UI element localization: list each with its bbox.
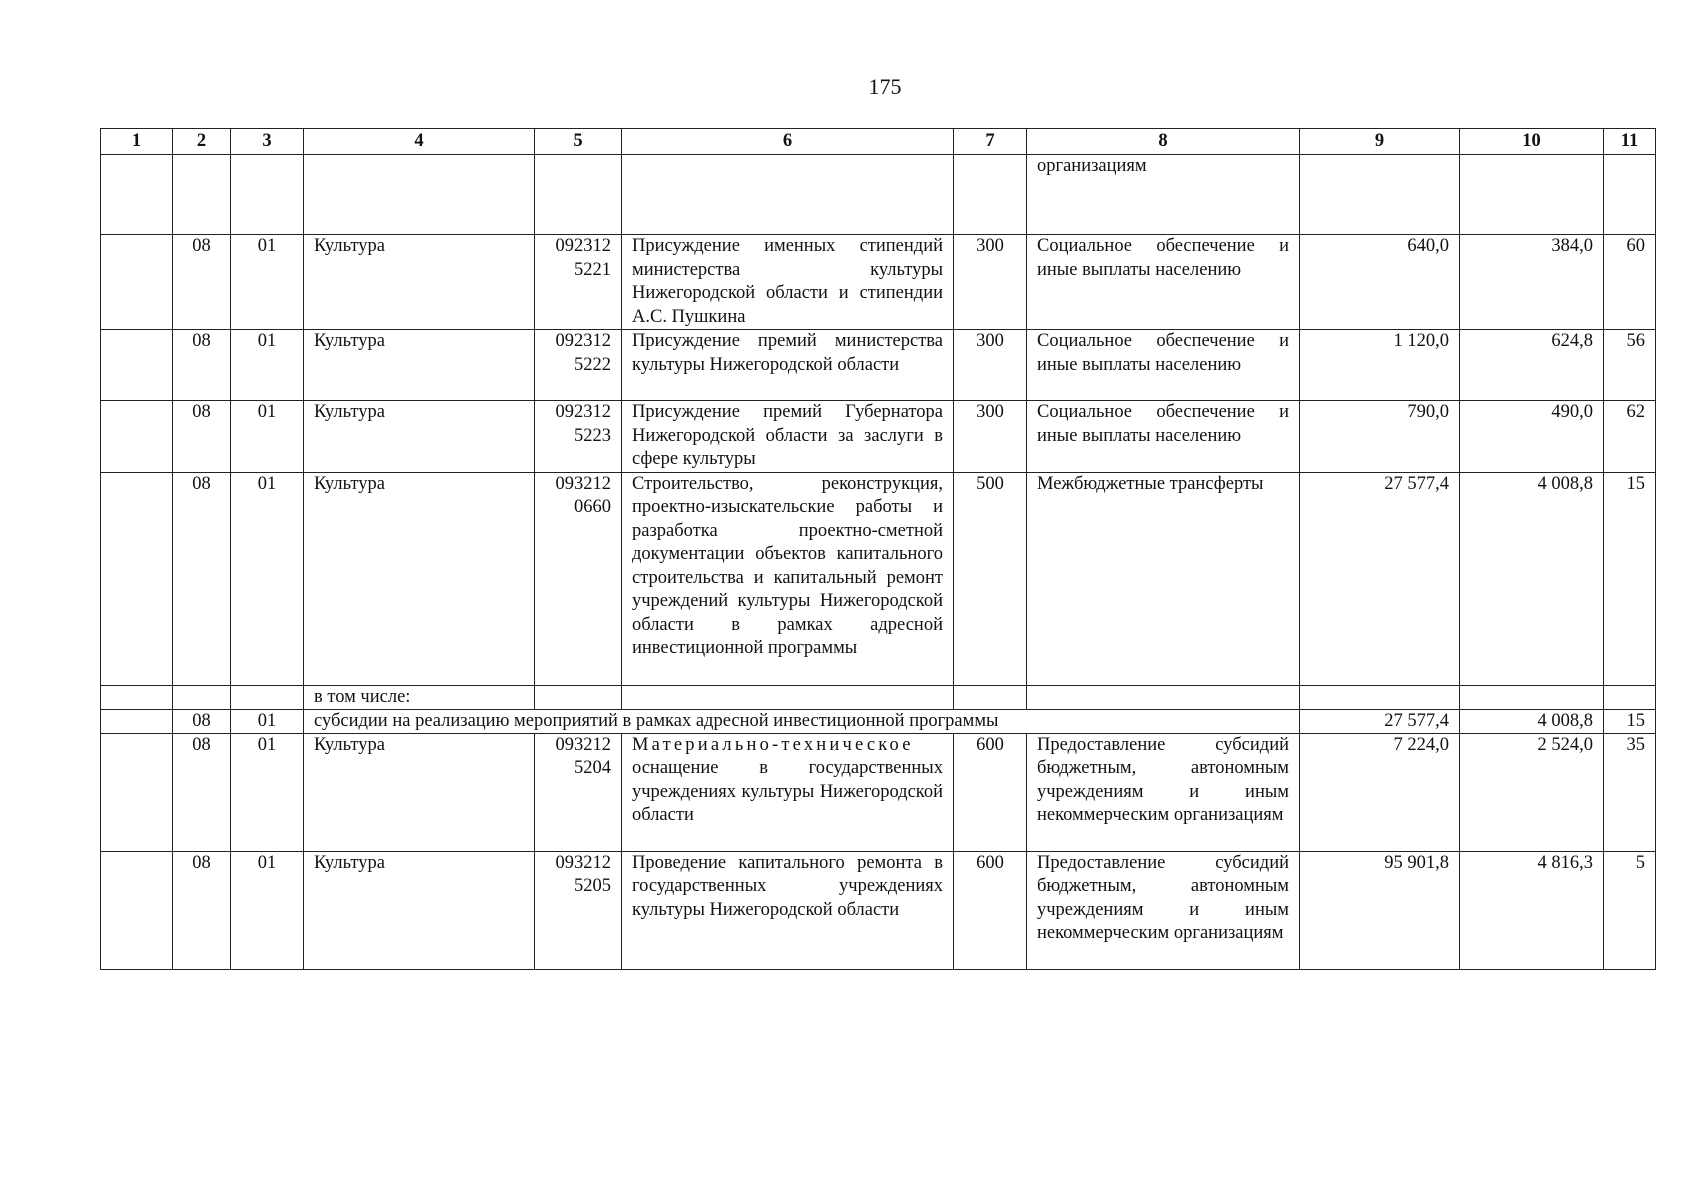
header-row xyxy=(101,129,1656,155)
cell-subsection xyxy=(231,155,304,235)
cell-percent-col11 xyxy=(1604,685,1656,709)
cell-expense-name: Предоставление субсидий бюджетным, автономным учреждениям и иным некоммерческим организациям xyxy=(1027,733,1300,851)
cell-target-code: 093212 0660 xyxy=(535,472,622,685)
cell-expense-type: 300 xyxy=(954,401,1027,473)
column-header-6: 6 xyxy=(622,129,954,155)
cell-amount-col9: 95 901,8 xyxy=(1300,851,1460,969)
cell-target-code: 093212 5204 xyxy=(535,733,622,851)
cell-amount-col9 xyxy=(1300,685,1460,709)
cell-description xyxy=(622,155,954,235)
cell-subsection: 01 xyxy=(231,330,304,401)
cell-target-code: 092312 5221 xyxy=(535,235,622,330)
cell-expense-name: организациям xyxy=(1027,155,1300,235)
cell-description: Присуждение премий министерства культуры Нижегородской области xyxy=(622,330,954,401)
cell-amount-col10: 2 524,0 xyxy=(1460,733,1604,851)
cell-amount-col10 xyxy=(1460,155,1604,235)
cell-amount-col10: 384,0 xyxy=(1460,235,1604,330)
cell-expense-type xyxy=(954,155,1027,235)
cell-col1 xyxy=(101,155,173,235)
cell-name: Культура xyxy=(304,733,535,851)
cell-expense-type: 300 xyxy=(954,235,1027,330)
page-number: 175 xyxy=(868,74,902,99)
cell-amount-col10: 4 008,8 xyxy=(1460,472,1604,685)
cell-expense-name xyxy=(1027,685,1300,709)
table-row xyxy=(101,685,1656,709)
cell-expense-type: 600 xyxy=(954,733,1027,851)
cell-expense-name: Предоставление субсидий бюджетным, автономным учреждениям и иным некоммерческим организациям xyxy=(1027,851,1300,969)
table-row xyxy=(101,472,1656,685)
cell-percent-col11 xyxy=(1604,155,1656,235)
cell-subsection: 01 xyxy=(231,851,304,969)
cell-subsection xyxy=(231,685,304,709)
cell-amount-col9: 27 577,4 xyxy=(1300,472,1460,685)
column-header-8: 8 xyxy=(1027,129,1300,155)
cell-expense-type xyxy=(954,685,1027,709)
table-row xyxy=(101,733,1656,851)
cell-name: Культура xyxy=(304,235,535,330)
cell-section: 08 xyxy=(173,472,231,685)
cell-amount-col9: 790,0 xyxy=(1300,401,1460,473)
cell-percent-col11: 15 xyxy=(1604,709,1656,733)
cell-section xyxy=(173,685,231,709)
column-header-7: 7 xyxy=(954,129,1027,155)
cell-expense-type: 500 xyxy=(954,472,1027,685)
cell-expense-name: Социальное обеспечение и иные выплаты населению xyxy=(1027,330,1300,401)
cell-subsection: 01 xyxy=(231,733,304,851)
cell-subsection: 01 xyxy=(231,235,304,330)
cell-description: Материально-техническое оснащение в государственных учреждениях культуры Нижегородской области xyxy=(622,733,954,851)
cell-name xyxy=(304,155,535,235)
cell-description: Строительство, реконструкция, проектно-изыскательские работы и разработка проектно-сметной документации объектов капитального строительства и капитальный ремонт учреждений культуры Нижегородской области в рамках адресной инвестиционной программы xyxy=(622,472,954,685)
cell-name: Культура xyxy=(304,330,535,401)
cell-name: Культура xyxy=(304,851,535,969)
cell-target-code xyxy=(535,155,622,235)
cell-col1 xyxy=(101,685,173,709)
cell-target-code: 093212 5205 xyxy=(535,851,622,969)
cell-name: Культура xyxy=(304,472,535,685)
cell-name: Культура xyxy=(304,401,535,473)
cell-amount-col10: 4 816,3 xyxy=(1460,851,1604,969)
cell-expense-name: Социальное обеспечение и иные выплаты населению xyxy=(1027,235,1300,330)
cell-section xyxy=(173,155,231,235)
cell-target-code xyxy=(535,685,622,709)
cell-name: в том числе: xyxy=(304,685,535,709)
cell-col1 xyxy=(101,709,173,733)
cell-amount-col10: 4 008,8 xyxy=(1460,709,1604,733)
cell-percent-col11: 62 xyxy=(1604,401,1656,473)
column-header-4: 4 xyxy=(304,129,535,155)
table-row xyxy=(101,709,1656,733)
cell-section: 08 xyxy=(173,851,231,969)
cell-col1 xyxy=(101,330,173,401)
cell-description: Проведение капитального ремонта в государственных учреждениях культуры Нижегородской области xyxy=(622,851,954,969)
cell-col1 xyxy=(101,851,173,969)
column-header-5: 5 xyxy=(535,129,622,155)
cell-amount-col10: 624,8 xyxy=(1460,330,1604,401)
cell-subsection: 01 xyxy=(231,472,304,685)
cell-col1 xyxy=(101,235,173,330)
cell-percent-col11: 15 xyxy=(1604,472,1656,685)
cell-subsection: 01 xyxy=(231,709,304,733)
cell-col1 xyxy=(101,733,173,851)
cell-amount-col9: 27 577,4 xyxy=(1300,709,1460,733)
cell-section: 08 xyxy=(173,733,231,851)
cell-section: 08 xyxy=(173,235,231,330)
cell-percent-col11: 56 xyxy=(1604,330,1656,401)
cell-percent-col11: 60 xyxy=(1604,235,1656,330)
cell-amount-col9: 1 120,0 xyxy=(1300,330,1460,401)
column-header-2: 2 xyxy=(173,129,231,155)
cell-target-code: 092312 5223 xyxy=(535,401,622,473)
table-row xyxy=(101,851,1656,969)
cell-description: Присуждение именных стипендий министерства культуры Нижегородской области и стипендии А.С. Пушкина xyxy=(622,235,954,330)
cell-percent-col11: 5 xyxy=(1604,851,1656,969)
column-header-1: 1 xyxy=(101,129,173,155)
cell-target-code: 092312 5222 xyxy=(535,330,622,401)
cell-amount-col10: 490,0 xyxy=(1460,401,1604,473)
table-row xyxy=(101,155,1656,235)
cell-amount-col10 xyxy=(1460,685,1604,709)
cell-col1 xyxy=(101,472,173,685)
cell-amount-col9 xyxy=(1300,155,1460,235)
cell-subsection: 01 xyxy=(231,401,304,473)
cell-col1 xyxy=(101,401,173,473)
column-header-9: 9 xyxy=(1300,129,1460,155)
column-header-3: 3 xyxy=(231,129,304,155)
cell-expense-type: 600 xyxy=(954,851,1027,969)
table-row xyxy=(101,330,1656,401)
table-row xyxy=(101,235,1656,330)
cell-amount-col9: 640,0 xyxy=(1300,235,1460,330)
cell-description: Присуждение премий Губернатора Нижегородской области за заслуги в сфере культуры xyxy=(622,401,954,473)
cell-expense-name: Социальное обеспечение и иные выплаты населению xyxy=(1027,401,1300,473)
cell-amount-col9: 7 224,0 xyxy=(1300,733,1460,851)
table-row xyxy=(101,401,1656,473)
cell-percent-col11: 35 xyxy=(1604,733,1656,851)
cell-description xyxy=(622,685,954,709)
cell-expense-name: Межбюджетные трансферты xyxy=(1027,472,1300,685)
budget-table xyxy=(100,128,1656,970)
cell-section: 08 xyxy=(173,330,231,401)
column-header-11: 11 xyxy=(1604,129,1656,155)
column-header-10: 10 xyxy=(1460,129,1604,155)
cell-section: 08 xyxy=(173,709,231,733)
cell-subsidy-description: субсидии на реализацию мероприятий в рамках адресной инвестиционной программы xyxy=(304,709,1300,733)
cell-expense-type: 300 xyxy=(954,330,1027,401)
cell-section: 08 xyxy=(173,401,231,473)
